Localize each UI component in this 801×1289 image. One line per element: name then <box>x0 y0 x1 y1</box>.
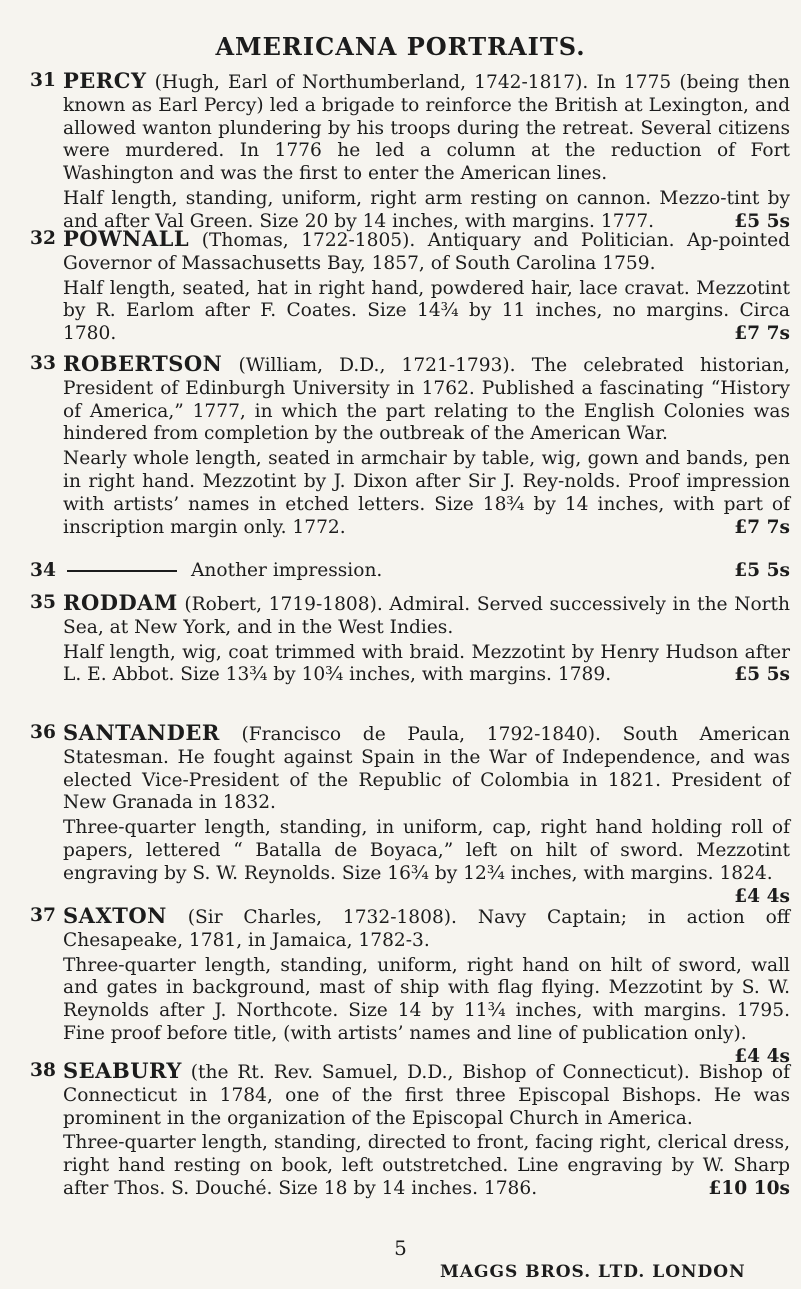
entry-intro: (the Rt. Rev. Samuel, D.D., Bishop of Connecticut). Bishop of Connecticut in 1784, one of the first three Episcopal Bishops. He was prominent in the organization of the Episcopal Church in America. <box>63 1062 790 1129</box>
entry-name: SEABURY <box>63 1058 182 1083</box>
entry-number: 37 <box>30 905 56 926</box>
entry-number: 36 <box>30 722 56 743</box>
entry-31 <box>30 70 790 234</box>
entry-price: £5 5s <box>734 560 790 581</box>
entry-description: Three-quarter length, standing, uniform, right hand on hilt of sword, wall and gates in background, mast of ship with flag flying. Mezzotint by S. W. Reynolds after J. Northcote. Size 14 by 11¾ inches, with margins. 1795. Fine proof before title, (with artists’ names and line of publication only). <box>63 954 790 1044</box>
entry-intro: (Sir Charles, 1732-1808). Navy Captain; in action off Chesapeake, 1781, in Jamaica, 1782-3. <box>63 907 790 951</box>
entry-description: Three-quarter length, standing, in uniform, cap, right hand holding roll of papers, lettered “ Batalla de Boyaca,” left on hilt of sword. Mezzotint engraving by S. W. Reynolds. Size 16¾ by 12¾ inches, with margins. 1824. <box>63 817 790 884</box>
entry-name: ROBERTSON <box>63 351 223 376</box>
page-header: AMERICANA PORTRAITS. <box>215 32 586 61</box>
page-number: 5 <box>394 1236 407 1260</box>
entry-intro: (Robert, 1719-1808). Admiral. Served successively in the North Sea, at New York, and in the West Indies. <box>63 594 791 638</box>
entry-name: SAXTON <box>63 903 167 928</box>
entry-37 <box>30 905 790 1069</box>
entry-description: Another impression. <box>191 560 383 581</box>
entry-description: Three-quarter length, standing, directed to front, facing right, clerical dress, right hand resting on book, left outstretched. Line engraving by W. Sharp after Thos. S. Douché. Size 18 by 14 inches. 1786. <box>63 1132 790 1199</box>
entry-price: £7 7s <box>734 323 790 345</box>
entry-price: £5 5s <box>734 210 790 232</box>
entry-intro: (Francisco de Paula, 1792-1840). South American Statesman. He fought against Spain in the War of Independence, and was elected Vice-President of the Republic of Colombia in 1821. President of New Granada in 1832. <box>63 724 790 814</box>
entry-intro: (William, D.D., 1721-1793). The celebrated historian, President of Edinburgh University in 1762. Published a fascinating “History of America,” 1777, in which the part relating to the English Colonies was hindered from completion by the outbreak of the American War. <box>63 355 790 445</box>
entry-38 <box>30 1060 790 1201</box>
entry-price: £4 4s <box>734 1045 790 1067</box>
entry-name: POWNALL <box>63 226 190 251</box>
entry-name: RODDAM <box>63 590 178 615</box>
entry-number: 33 <box>30 353 56 374</box>
entry-number: 34 <box>30 560 56 581</box>
entry-intro: (Hugh, Earl of Northumberland, 1742-1817). In 1775 (being then known as Earl Percy) led a brigade to reinforce the British at Lexington, and allowed wanton plundering by his troops during the retreat. Several citizens were murdered. In 1776 he led a column at the reduction of Fort Washington and was the first to enter the American lines. <box>63 72 790 185</box>
entry-number: 31 <box>30 70 56 91</box>
ditto-dash <box>67 570 177 572</box>
entry-description: Half length, wig, coat trimmed with braid. Mezzotint by Henry Hudson after L. E. Abbot. Size 13¾ by 10¾ inches, with margins. 1789. <box>63 641 790 686</box>
entry-price: £10 10s <box>708 1177 790 1199</box>
entry-price: £5 5s <box>734 664 790 686</box>
entry-intro: (Thomas, 1722-1805). Antiquary and Politician. Ap-pointed Governor of Massachusetts Bay, 1857, of South Carolina 1759. <box>63 230 790 274</box>
entry-35 <box>30 592 790 687</box>
entry-name: PERCY <box>63 68 147 93</box>
entry-name: SANTANDER <box>63 720 220 745</box>
entry-description: Half length, seated, hat in right hand, powdered hair, lace cravat. Mezzotint by R. Earlom after F. Coates. Size 14¾ by 11 inches, no margins. Circa 1780. <box>63 277 790 345</box>
publisher-footer: MAGGS BROS. LTD. LONDON <box>440 1262 746 1282</box>
entry-number: 35 <box>30 592 56 613</box>
entry-34 <box>30 560 790 583</box>
entry-price: £4 4s <box>734 885 790 907</box>
entry-number: 38 <box>30 1060 56 1081</box>
entry-33 <box>30 353 790 539</box>
entry-36 <box>30 722 790 908</box>
entry-description: Nearly whole length, seated in armchair by table, wig, gown and bands, pen in right hand. Mezzotint by J. Dixon after Sir J. Rey-nolds. Proof impression with artists’ names in etched letters. Size 18¾ by 14 inches, with part of inscription margin only. 1772. <box>63 448 790 538</box>
entry-number: 32 <box>30 228 56 249</box>
entry-price: £7 7s <box>734 516 790 538</box>
entry-description: Half length, standing, uniform, right arm resting on cannon. Mezzo-tint by and after Val Green. Size 20 by 14 inches, with margins. 1777. <box>63 187 790 232</box>
entry-32 <box>30 228 790 346</box>
